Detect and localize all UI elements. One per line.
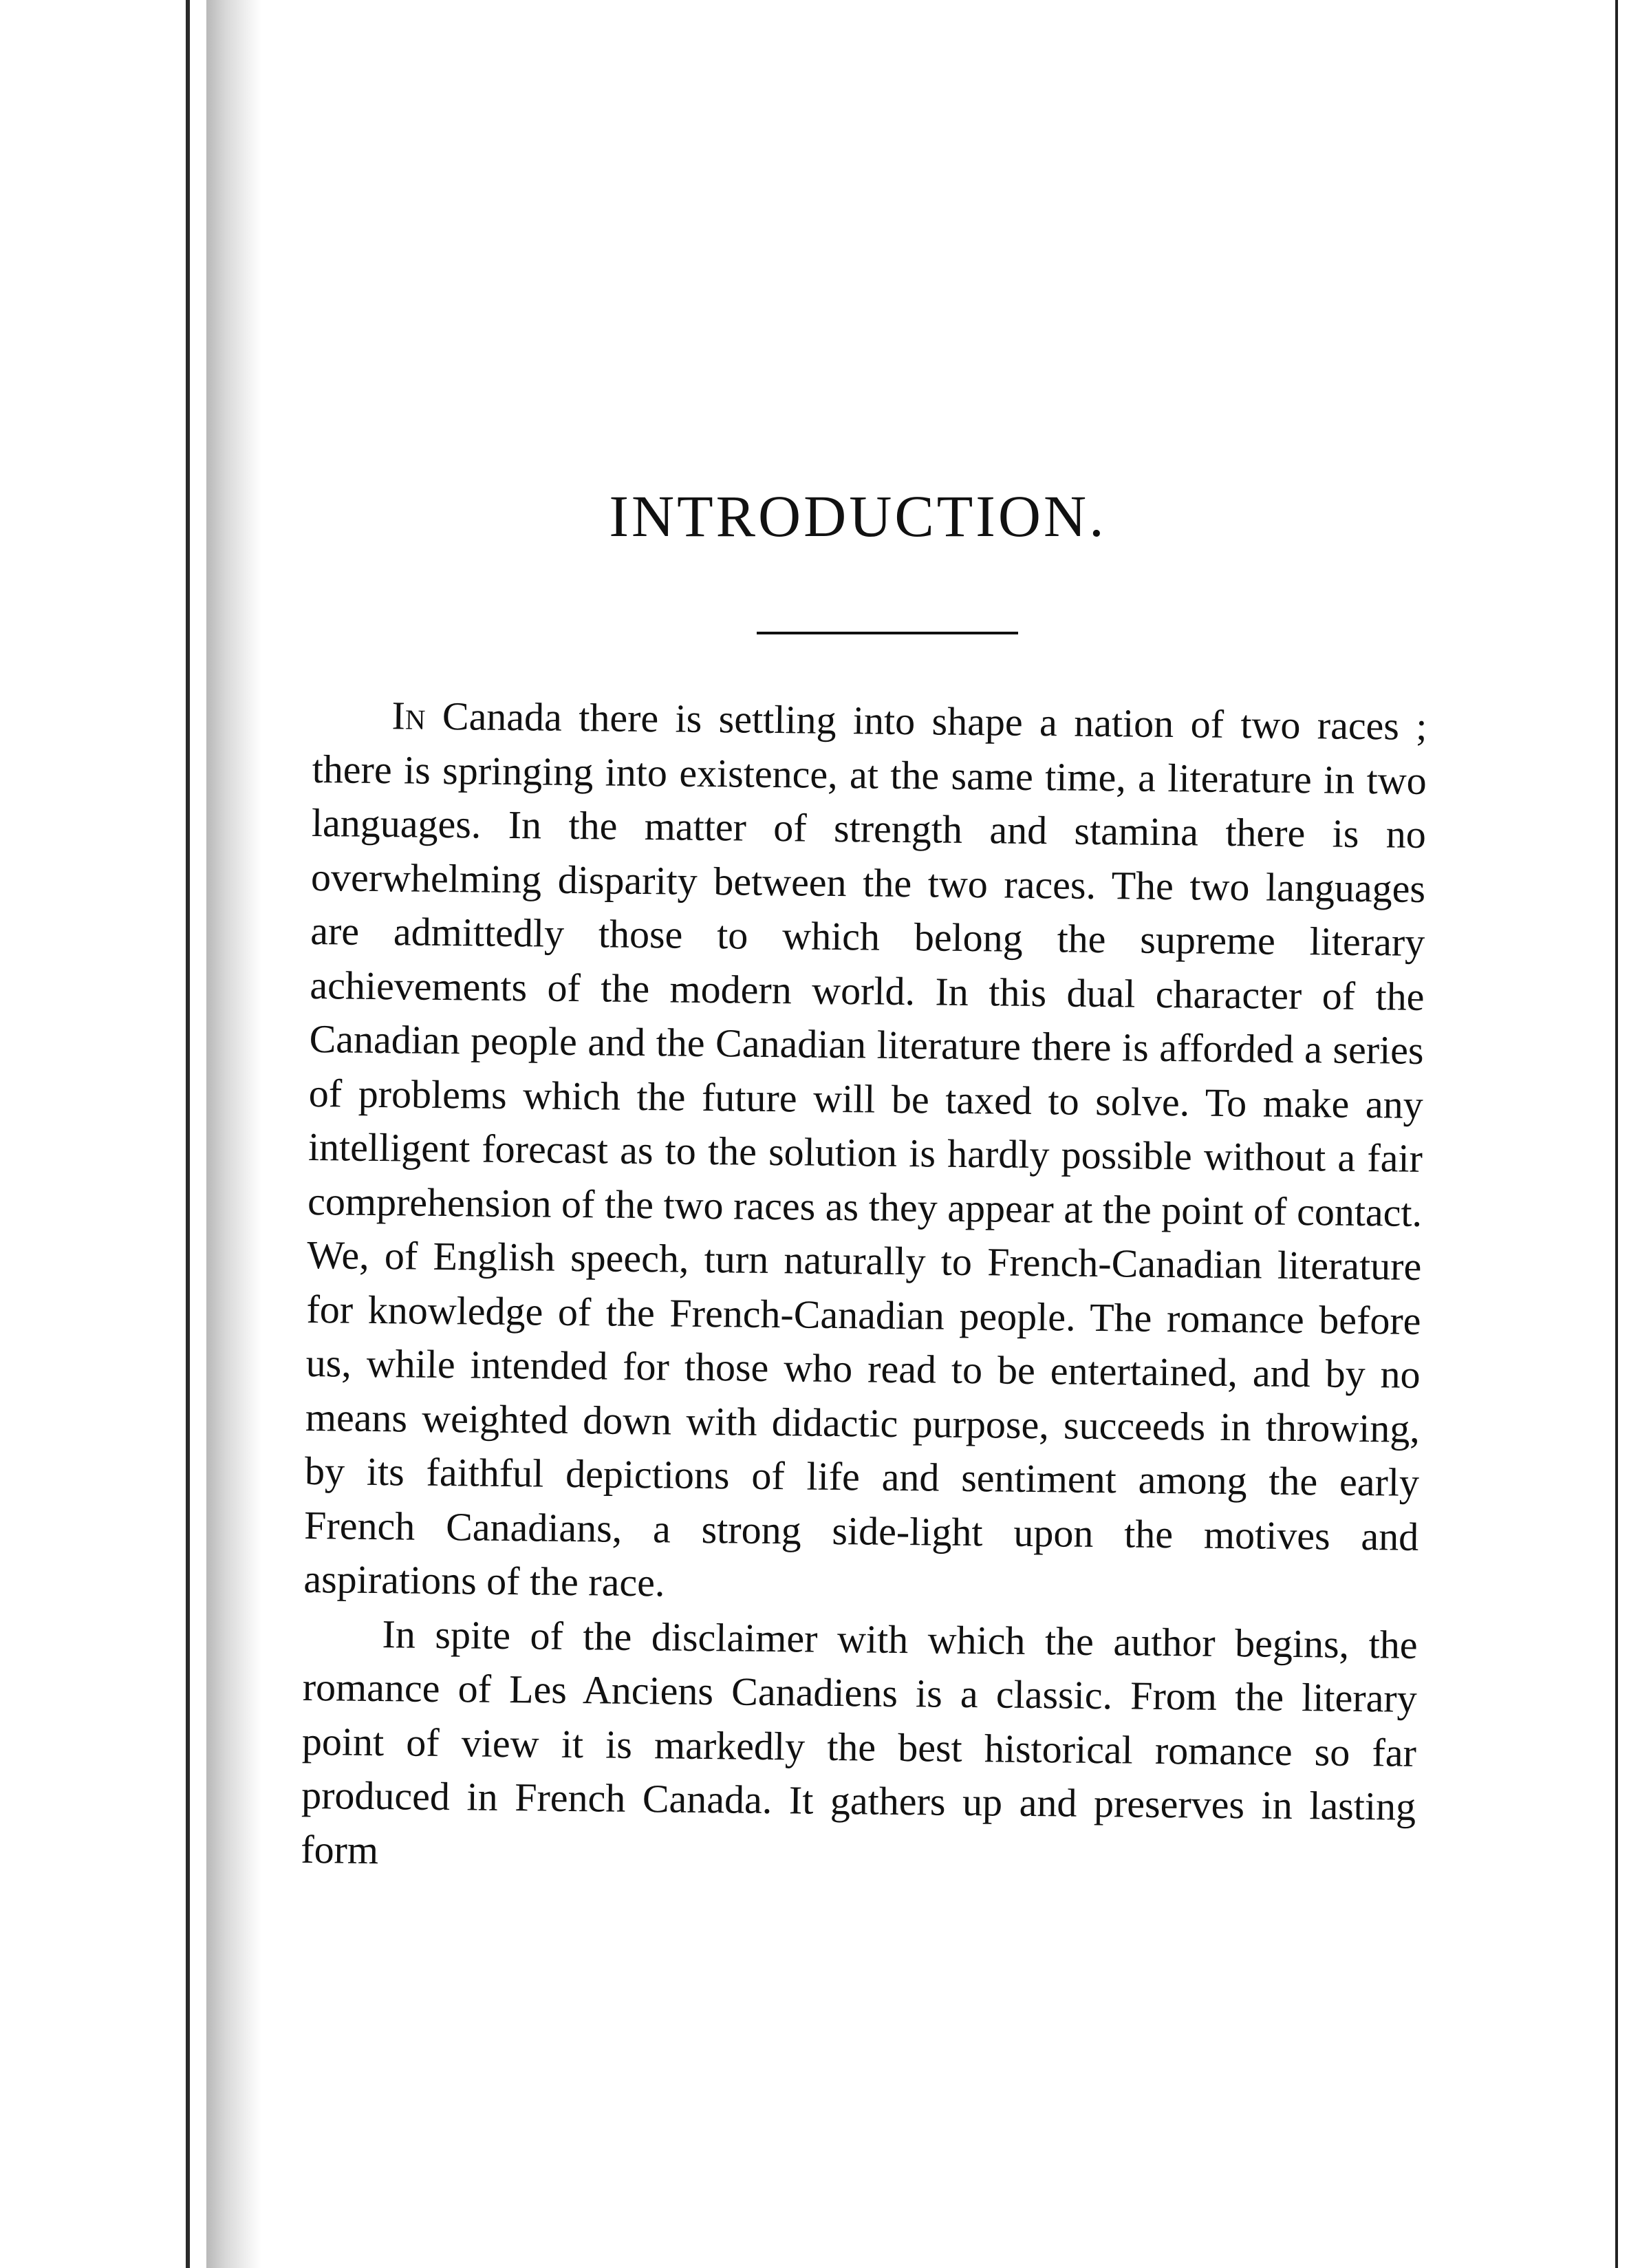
paragraph-2 — [301, 1606, 1418, 1887]
paragraph-text: In spite of the disclaimer with which the author begins, the romance of Les Anciens Canadiens is a classic. From the literary point of view it is markedly the best historical romance so far produced in French Canada. It gathers up and preserves in lasting form — [300, 1611, 1418, 1872]
body-text — [301, 688, 1427, 1888]
paragraph-1 — [303, 688, 1427, 1618]
right-page-edge — [1615, 0, 1618, 2268]
title-rule-divider — [757, 632, 1018, 634]
binding-gutter-shadow — [206, 0, 261, 2268]
page-edge-line — [186, 0, 190, 2268]
paragraph-text: Canada there is settling into shape a nation of two races ; there is springing into existence, at the same time, a literature in two languages. In the matter of strength and stamina there is no overwhelming disparity between the two races. The two languages are admittedly those to which belong the supreme literary achievements of the modern world. In this dual character of the Canadian people and the Canadian literature there is afforded a series of problems which the future will be taxed to solve. To make any intelligent forecast as to the solution is hardly possible without a fair comprehension of the two races as they appear at the point of contact. We, of English speech, turn naturally to French-Canadian literature for knowledge of the French-Canadian people. The romance before us, while intended for those who read to be entertained, and by no means weighted down with didactic purpose, succeeds in throwing, by its faithful depictions of life and sentiment among the early French Canadians, a strong side-light upon the motives and aspirations of the race. — [303, 693, 1427, 1605]
page-title: INTRODUCTION. — [609, 483, 1107, 549]
paragraph-lead-word: In — [391, 693, 426, 738]
